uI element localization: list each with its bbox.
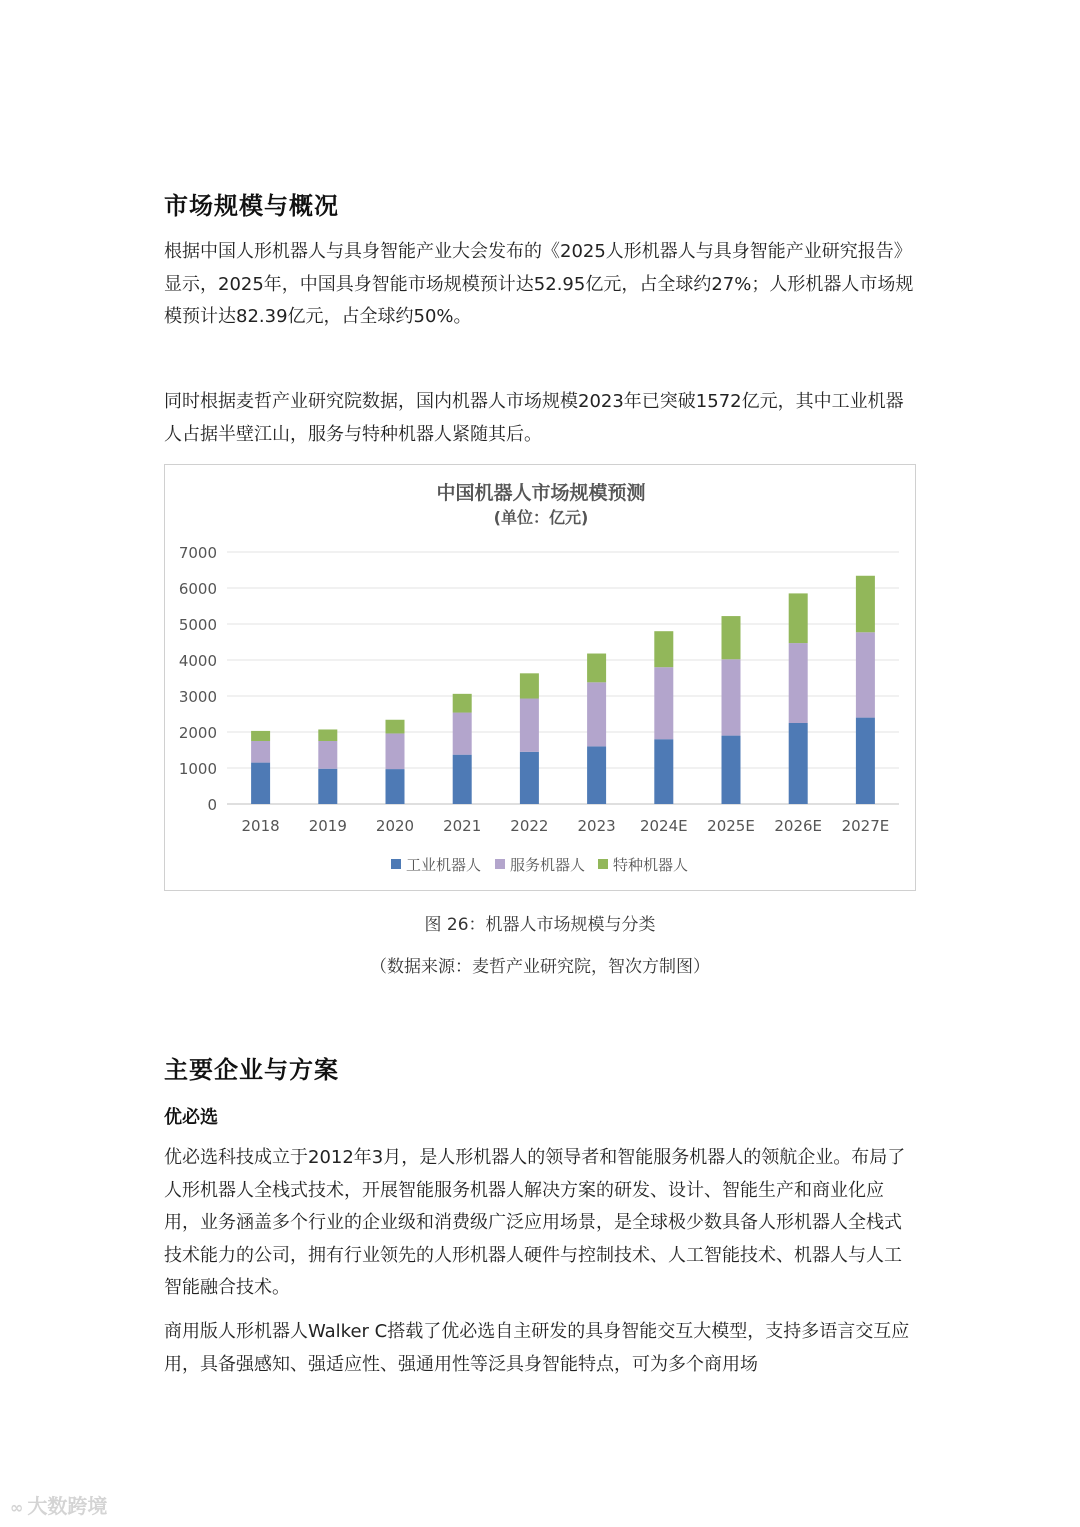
bar-segment	[520, 699, 539, 752]
bar-segment	[520, 752, 539, 804]
legend-swatch	[495, 859, 505, 869]
bar-segment	[520, 673, 539, 698]
bar-segment	[251, 741, 270, 763]
bar-segment	[318, 729, 337, 741]
legend-label: 服务机器人	[510, 856, 586, 874]
figure-caption: 图 26：机器人市场规模与分类	[424, 915, 656, 935]
x-tick-label: 2018	[241, 817, 280, 835]
y-tick-label: 6000	[178, 580, 217, 598]
section-heading-market: 市场规模与概况	[164, 192, 339, 220]
legend-label: 工业机器人	[406, 856, 482, 874]
x-tick-label: 2021	[443, 817, 482, 835]
chart-title: 中国机器人市场规模预测	[436, 482, 646, 504]
bar-segment	[856, 632, 875, 717]
bar-segment	[453, 713, 472, 755]
figure-source: （数据来源：麦哲产业研究院，智次方制图）	[370, 957, 710, 977]
x-tick-label: 2024E	[639, 817, 688, 835]
bar-segment	[386, 733, 405, 769]
bar-segment	[587, 654, 606, 683]
legend-swatch	[598, 859, 608, 869]
bar-segment	[453, 694, 472, 713]
bar-segment	[654, 667, 673, 739]
x-tick-label: 2020	[375, 817, 415, 835]
y-tick-label: 4000	[178, 652, 217, 670]
y-tick-label: 3000	[178, 688, 217, 706]
bar-segment	[722, 736, 741, 804]
chart-canvas	[165, 465, 917, 892]
bar-segment	[453, 755, 472, 804]
x-tick-label: 2022	[510, 817, 549, 835]
bar-segment	[789, 643, 808, 723]
watermark-logo-icon: ∞	[10, 1498, 24, 1517]
bar-segment	[789, 723, 808, 804]
bar-segment	[251, 763, 270, 804]
paragraph-robot-market: 同时根据麦哲产业研究院数据，国内机器人市场规模2023年已突破1572亿元，其中工业机器人占据半壁江山，服务与特种机器人紧随其后。	[164, 391, 904, 445]
paragraph-ubtech-intro: 优必选科技成立于2012年3月，是人形机器人的领导者和智能服务机器人的领航企业。布局了人形机器人全栈式技术，开展智能服务机器人解决方案的研发、设计、智能生产和商业化应用，业务涵盖多个行业的企业级和消费级广泛应用场景，是全球极少数具备人形机器人全栈式技术能力的公司，拥有行业领先的人形机器人硬件与控制技术、人工智能技术、机器人与人工智能融合技术。	[164, 1147, 906, 1298]
x-tick-label: 2023	[577, 817, 616, 835]
legend-label: 特种机器人	[613, 856, 689, 874]
bar-segment	[722, 659, 741, 735]
x-tick-label: 2027E	[841, 817, 890, 835]
chart-subtitle: (单位：亿元)	[493, 508, 589, 527]
x-tick-label: 2025E	[707, 817, 755, 835]
bar-segment	[789, 593, 808, 643]
y-tick-label: 7000	[178, 544, 217, 562]
x-tick-label: 2026E	[774, 817, 823, 835]
bar-segment	[318, 769, 337, 804]
y-tick-label: 2000	[178, 724, 217, 742]
x-tick-label: 2019	[308, 817, 347, 835]
y-tick-label: 0	[207, 796, 217, 814]
section-heading-companies: 主要企业与方案	[164, 1056, 339, 1084]
bar-segment	[386, 769, 405, 804]
watermark	[10, 1490, 107, 1519]
company-heading-ubtech: 优必选	[164, 1107, 218, 1128]
bar-segment	[654, 739, 673, 804]
bar-segment	[654, 631, 673, 667]
bar-segment	[318, 741, 337, 769]
bar-segment	[587, 746, 606, 804]
bar-segment	[722, 616, 741, 659]
bar-segment	[856, 718, 875, 804]
paragraph-market-size: 根据中国人形机器人与具身智能产业大会发布的《2025人形机器人与具身智能产业研究报告》显示，2025年，中国具身智能市场规模预计达52.95亿元，占全球约27%；人形机器人市场规模预计达82.39亿元，占全球约50%。	[164, 241, 914, 327]
y-tick-label: 5000	[178, 616, 217, 634]
legend-swatch	[391, 859, 401, 869]
robot-market-chart	[164, 464, 916, 891]
paragraph-walker-c: 商用版人形机器人Walker C搭载了优必选自主研发的具身智能交互大模型，支持多语言交互应用，具备强感知、强适应性、强通用性等泛具身智能特点，可为多个商用场	[164, 1321, 910, 1375]
bar-segment	[856, 576, 875, 633]
bar-segment	[386, 720, 405, 734]
bar-segment	[251, 731, 270, 741]
watermark-text: 大数跨境	[27, 1494, 108, 1518]
bar-segment	[587, 682, 606, 746]
y-tick-label: 1000	[178, 760, 217, 778]
